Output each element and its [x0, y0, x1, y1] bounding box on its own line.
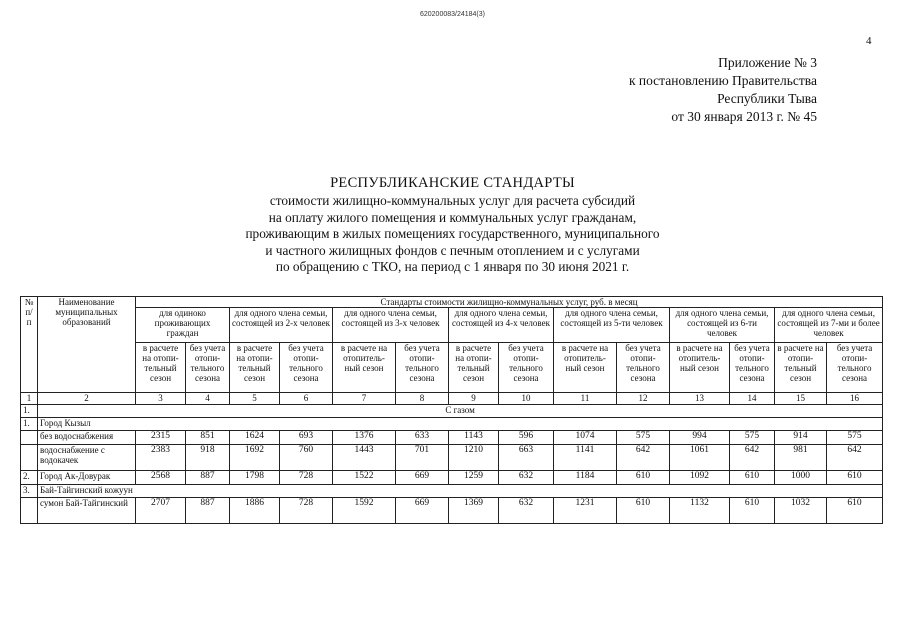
subtitle-line: проживающим в жилых помещениях государственного, муниципального: [245, 226, 660, 241]
header-name: Наименование муниципальных образований: [38, 297, 136, 393]
header-sub: без учета отопи- тельного сезона: [499, 343, 554, 393]
row-num: 1.: [21, 418, 38, 431]
header-sub: без учета отопи- тельного сезона: [827, 343, 883, 393]
document-id: 620200083/24184(3): [419, 11, 485, 18]
table-cell: 1143: [449, 431, 499, 445]
column-number: 14: [730, 393, 775, 405]
table-cell: 575: [617, 431, 670, 445]
subtitle-line: по обращению с ТКО, на период с 1 января по 30 июня 2021 г.: [275, 259, 630, 274]
table-cell: 851: [186, 431, 230, 445]
header-sub: в расчете на отопи- тельный сезон: [775, 343, 827, 393]
column-number: 10: [499, 393, 554, 405]
table-cell: 1000: [775, 471, 827, 485]
table-cell: 1141: [554, 445, 617, 471]
row-name: Город Ак-Довурак: [38, 471, 136, 485]
table-cell: 610: [730, 471, 775, 485]
table-cell: 2568: [136, 471, 186, 485]
table-cell: 642: [730, 445, 775, 471]
table-cell: 1074: [554, 431, 617, 445]
header-group: для одного члена семьи, состоящей из 6-ти человек: [670, 308, 775, 343]
table-cell: 1886: [230, 498, 280, 524]
appendix-block: [629, 54, 817, 126]
header-sub: без учета отопи- тельного сезона: [730, 343, 775, 393]
table-cell: 994: [670, 431, 730, 445]
header-sub: без учета отопи- тельного сезона: [396, 343, 449, 393]
table-cell: 728: [280, 471, 333, 485]
header-group: для одного члена семьи, состоящей из 3-х человек: [333, 308, 449, 343]
page-number: 4: [866, 35, 872, 47]
table-cell: 1231: [554, 498, 617, 524]
table-cell: 610: [730, 498, 775, 524]
subtitle-line: на оплату жилого помещения и коммунальных услуг гражданам,: [268, 209, 637, 225]
table-cell: 728: [280, 498, 333, 524]
column-number: 3: [136, 393, 186, 405]
table-cell: 1184: [554, 471, 617, 485]
table-cell: 632: [499, 471, 554, 485]
table-cell: 663: [499, 445, 554, 471]
table-cell: 610: [617, 498, 670, 524]
table-cell: 1798: [230, 471, 280, 485]
table-cell: 610: [827, 498, 883, 524]
table-cell: 918: [186, 445, 230, 471]
table-cell: 2707: [136, 498, 186, 524]
header-sub: в расчете на отопитель- ный сезон: [670, 343, 730, 393]
header-sub: в расчете на отопитель- ный сезон: [333, 343, 396, 393]
standards-table: [20, 296, 883, 524]
appendix-line: к постановлению Правительства: [628, 73, 817, 88]
table-cell: 575: [827, 431, 883, 445]
column-number: 15: [775, 393, 827, 405]
table-cell: 1210: [449, 445, 499, 471]
row-name: без водоснабжения: [38, 431, 136, 445]
table-cell: 1259: [449, 471, 499, 485]
column-number: 7: [333, 393, 396, 405]
row-name: водоснабжение с водокачек: [38, 445, 136, 471]
table-row: [21, 445, 883, 471]
table-cell: 1692: [230, 445, 280, 471]
row-num: 3.: [21, 485, 38, 498]
header-sub: в расчете на отопи- тельный сезон: [230, 343, 280, 393]
table-cell: 760: [280, 445, 333, 471]
table-cell: 2383: [136, 445, 186, 471]
table-cell: 1092: [670, 471, 730, 485]
title-block: [0, 174, 905, 276]
table-cell: 1369: [449, 498, 499, 524]
header-group: для одного члена семьи, состоящей из 7-ми и более человек: [775, 308, 883, 343]
header-sub: без учета отопи- тельного сезона: [186, 343, 230, 393]
header-sub: без учета отопи- тельного сезона: [280, 343, 333, 393]
header-group: для одного члена семьи, состоящей из 2-х человек: [230, 308, 333, 343]
table-cell: 633: [396, 431, 449, 445]
header-num: № п/п: [21, 297, 38, 393]
column-number: 13: [670, 393, 730, 405]
table-cell: 1032: [775, 498, 827, 524]
header-standards: Стандарты стоимости жилищно-коммунальных услуг, руб. в месяц: [136, 297, 883, 308]
header-sub: в расчете на отопи- тельный сезон: [136, 343, 186, 393]
section-label: С газом: [38, 405, 883, 418]
table-cell: 610: [617, 471, 670, 485]
table-cell: 887: [186, 471, 230, 485]
header-sub: в расчете на отопитель- ный сезон: [554, 343, 617, 393]
column-number: 5: [230, 393, 280, 405]
row-num: 2.: [21, 471, 38, 485]
table-cell: 1522: [333, 471, 396, 485]
appendix-line: Приложение № 3: [718, 55, 817, 70]
table-cell: 669: [396, 498, 449, 524]
header-sub: в расчете на отопи- тельный сезон: [449, 343, 499, 393]
table-cell: 1061: [670, 445, 730, 471]
table-cell: 1624: [230, 431, 280, 445]
subtitle-line: и частного жилищных фондов с печным отоплением и с услугами: [265, 242, 640, 258]
column-number: 9: [449, 393, 499, 405]
table-cell: 1443: [333, 445, 396, 471]
table-cell: 1376: [333, 431, 396, 445]
header-sub: без учета отопи- тельного сезона: [617, 343, 670, 393]
table-row: [21, 471, 883, 485]
table-row: [21, 431, 883, 445]
header-group: для одиноко проживающих граждан: [136, 308, 230, 343]
column-number: 6: [280, 393, 333, 405]
table-cell: 575: [730, 431, 775, 445]
table-cell: 610: [827, 471, 883, 485]
table-cell: 669: [396, 471, 449, 485]
document-title: РЕСПУБЛИКАНСКИЕ СТАНДАРТЫ: [330, 175, 575, 191]
row-district-name: Бай-Тайгинский кожуун: [38, 485, 883, 498]
table-cell: 1592: [333, 498, 396, 524]
column-number: 2: [38, 393, 136, 405]
table-cell: 632: [499, 498, 554, 524]
table-cell: 887: [186, 498, 230, 524]
table-cell: 596: [499, 431, 554, 445]
section-num: 1.: [21, 405, 38, 418]
column-number: 1: [21, 393, 38, 405]
table-cell: 701: [396, 445, 449, 471]
row-city-name: Город Кызыл: [38, 418, 883, 431]
row-name: сумон Бай-Тайгинский: [38, 498, 136, 524]
header-group: для одного члена семьи, состоящей из 5-ти человек: [554, 308, 670, 343]
document-subtitle: [0, 193, 905, 276]
table-cell: 981: [775, 445, 827, 471]
table-cell: 693: [280, 431, 333, 445]
header-group: для одного члена семьи, состоящей из 4-х человек: [449, 308, 554, 343]
appendix-line: Республики Тыва: [717, 91, 817, 106]
table-cell: 2315: [136, 431, 186, 445]
column-number: 4: [186, 393, 230, 405]
appendix-line: от 30 января 2013 г. № 45: [671, 109, 817, 124]
table-cell: 914: [775, 431, 827, 445]
table-row: [21, 498, 883, 524]
column-number: 8: [396, 393, 449, 405]
column-number: 16: [827, 393, 883, 405]
subtitle-line: стоимости жилищно-коммунальных услуг для расчета субсидий: [269, 193, 636, 208]
table-cell: 642: [827, 445, 883, 471]
column-number: 11: [554, 393, 617, 405]
table-cell: 1132: [670, 498, 730, 524]
table-cell: 642: [617, 445, 670, 471]
column-number: 12: [617, 393, 670, 405]
